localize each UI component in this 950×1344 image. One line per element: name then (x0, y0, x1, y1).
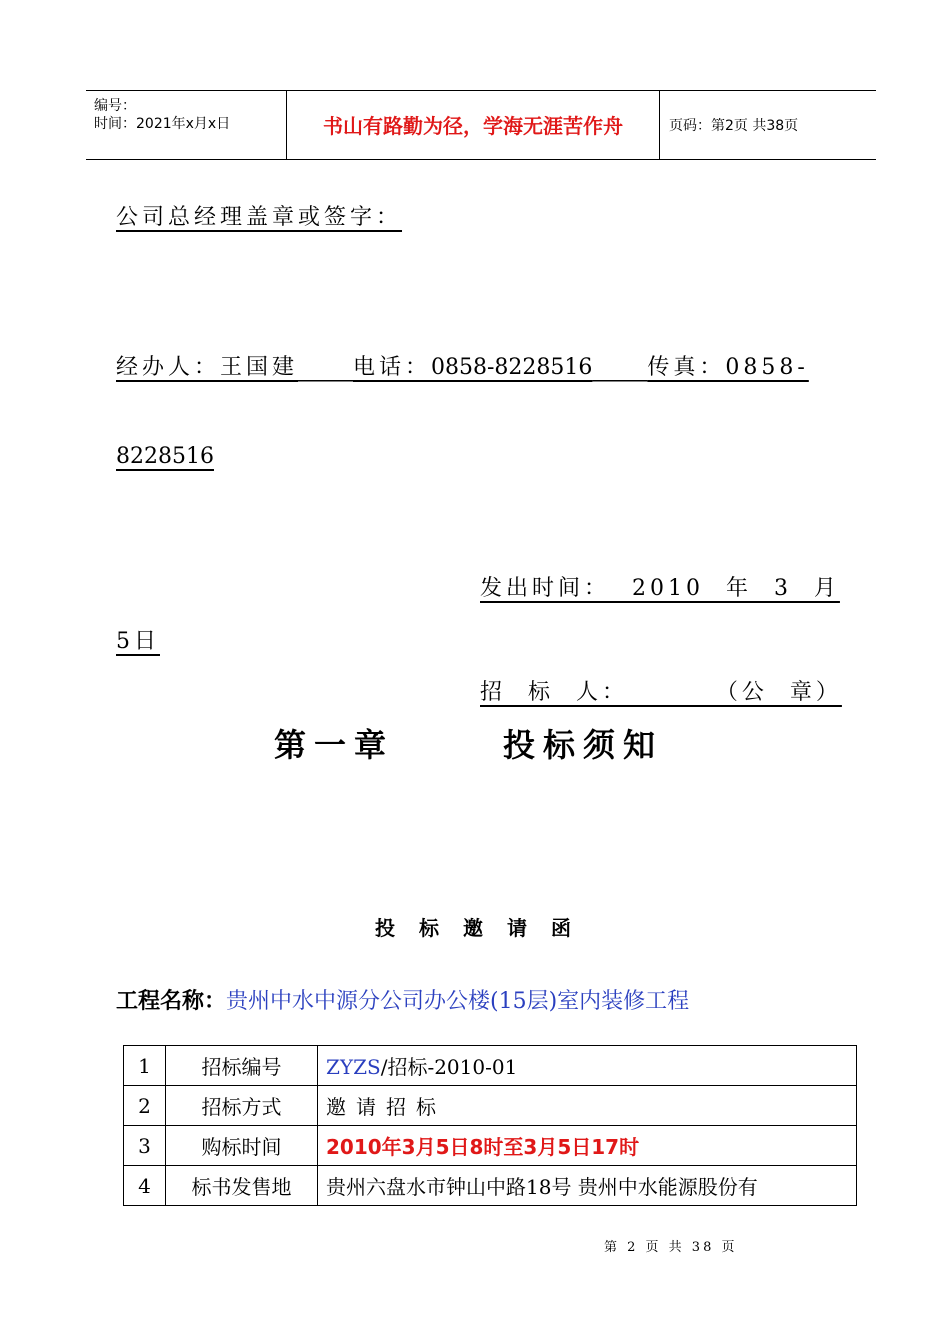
row-key: 招标编号 (166, 1046, 318, 1086)
project-line (116, 984, 689, 1015)
tender-info-table (123, 1045, 857, 1206)
table-row (124, 1166, 857, 1206)
table-row (124, 1046, 857, 1086)
row-number: 4 (124, 1166, 166, 1206)
row-value: 邀请招标 (318, 1086, 857, 1126)
tenderer-seal: 招 标 人： （公 章） (480, 680, 842, 705)
page-header (86, 90, 876, 160)
phone-value: 0858-8228516 (431, 355, 593, 380)
row-number: 1 (124, 1046, 166, 1086)
row-value: 2010年3月5日8时至3月5日17时 (318, 1126, 857, 1166)
doc-time-label: 时间：2021年x月x日 (94, 116, 231, 132)
table-row (124, 1086, 857, 1126)
project-label: 工程名称： (116, 989, 227, 1014)
row-key: 招标方式 (166, 1086, 318, 1126)
signature-line: 公司总经理盖章或签字： (116, 205, 403, 230)
doc-number-label: 编号： (94, 98, 136, 114)
fax-continuation: 8228516 (116, 444, 214, 469)
invitation-title: 投标邀请函 (375, 916, 595, 940)
header-page-info: 页码：第2页 共38页 (669, 118, 799, 134)
row-key: 标书发售地 (166, 1166, 318, 1206)
chapter-number: 第一章 (274, 726, 395, 764)
header-motto: 书山有路勤为径，学海无涯苦作舟 (287, 91, 660, 159)
page-footer: 第 2 页 共 38 页 (604, 1240, 738, 1255)
table-row (124, 1126, 857, 1166)
row-key: 购标时间 (166, 1126, 318, 1166)
row-value: 贵州六盘水市钟山中路18号 贵州中水能源股份有 (318, 1166, 857, 1206)
project-name: 贵州中水中源分公司办公楼(15层)室内装修工程 (226, 989, 690, 1014)
issue-day: 5日 (116, 629, 160, 654)
header-meta-cell (86, 91, 287, 159)
agent-label: 经办人：王国建 (116, 355, 299, 380)
agent-line (116, 350, 809, 381)
row-number: 3 (124, 1126, 166, 1166)
phone-label: 电话： (352, 355, 431, 380)
code-prefix: ZYZS (326, 1055, 381, 1079)
chapter-title: 投标须知 (503, 726, 664, 764)
fax-label: 传真：0858- (647, 355, 809, 380)
code-rest: /招标-2010-01 (380, 1055, 518, 1079)
row-number: 2 (124, 1086, 166, 1126)
issue-time: 发出时间： 2010 年 3 月 (480, 576, 840, 601)
row-value (318, 1046, 857, 1086)
